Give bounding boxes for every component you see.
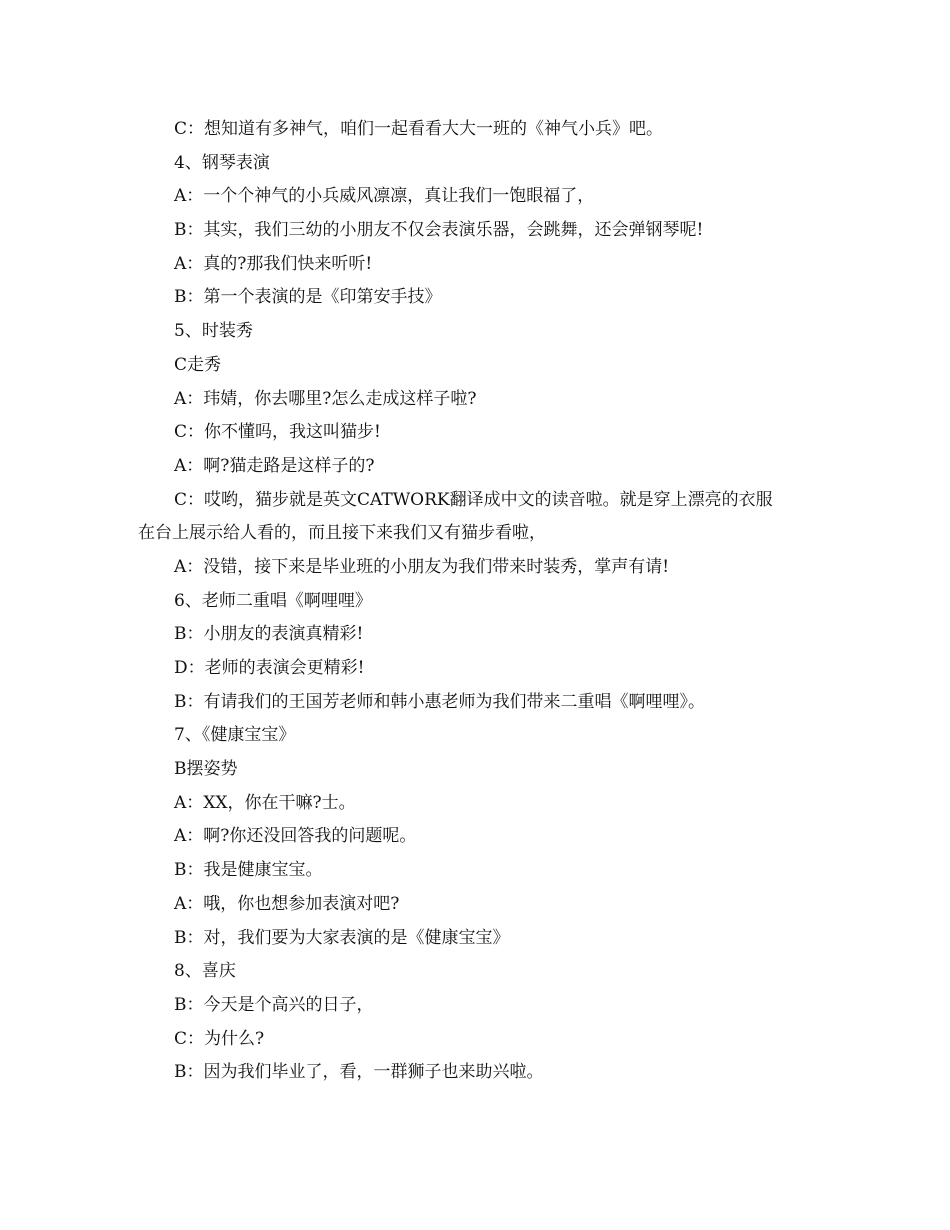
text-line: C走秀	[174, 354, 222, 375]
text-line: B：因为我们毕业了，看，一群狮子也来助兴啦。	[174, 1062, 544, 1083]
text-line: 4、钢琴表演	[174, 152, 270, 173]
text-line: B：我是健康宝宝。	[174, 860, 323, 881]
text-line: C：你不懂吗，我这叫猫步!	[174, 422, 381, 443]
text-line: B：其实，我们三幼的小朋友不仅会表演乐器，会跳舞，还会弹钢琴呢!	[174, 220, 704, 241]
text-line: 8、喜庆	[174, 961, 236, 982]
text-line: D：老师的表演会更精彩!	[174, 658, 365, 678]
text-line: B摆姿势	[174, 759, 238, 780]
document-body	[138, 113, 828, 1090]
text-line: 在台上展示给人看的，而且接下来我们又有猫步看啦，	[138, 523, 546, 544]
text-line: 6、老师二重唱《啊哩哩》	[174, 590, 372, 611]
text-line: B：小朋友的表演真精彩!	[174, 624, 364, 645]
text-line: A：一个个神气的小兵威风凛凛，真让我们一饱眼福了，	[174, 186, 595, 207]
text-line: B：对，我们要为大家表演的是《健康宝宝》	[174, 927, 510, 948]
text-line: C：想知道有多神气，咱们一起看看大大一班的《神气小兵》吧。	[174, 119, 664, 139]
text-line: C：哎哟，猫步就是英文CATWORK翻译成中文的读音啦。就是穿上漂亮的衣服	[174, 489, 773, 510]
text-line: B：今天是个高兴的日子，	[174, 994, 374, 1015]
text-line: B：第一个表演的是《印第安手技》	[174, 287, 442, 308]
text-line: A：哦，你也想参加表演对吧?	[174, 893, 400, 914]
text-line: B：有请我们的王国芳老师和韩小惠老师为我们带来二重唱《啊哩哩》。	[174, 691, 705, 712]
text-line: 7、《健康宝宝》	[174, 725, 296, 746]
text-line: C：为什么?	[174, 1028, 265, 1049]
text-line: A：真的?那我们快来听听!	[174, 253, 373, 274]
text-line: A：啊?猫走路是这样子的?	[174, 455, 375, 476]
text-line: 5、时装秀	[174, 321, 253, 342]
text-line: A：玮婧，你去哪里?怎么走成这样子啦?	[174, 388, 477, 409]
text-line: A：没错，接下来是毕业班的小朋友为我们带来时装秀，掌声有请!	[174, 556, 670, 577]
text-line: A：XX，你在干嘛?士。	[174, 792, 356, 813]
text-line: A：啊?你还没回答我的问题呢。	[174, 826, 417, 847]
